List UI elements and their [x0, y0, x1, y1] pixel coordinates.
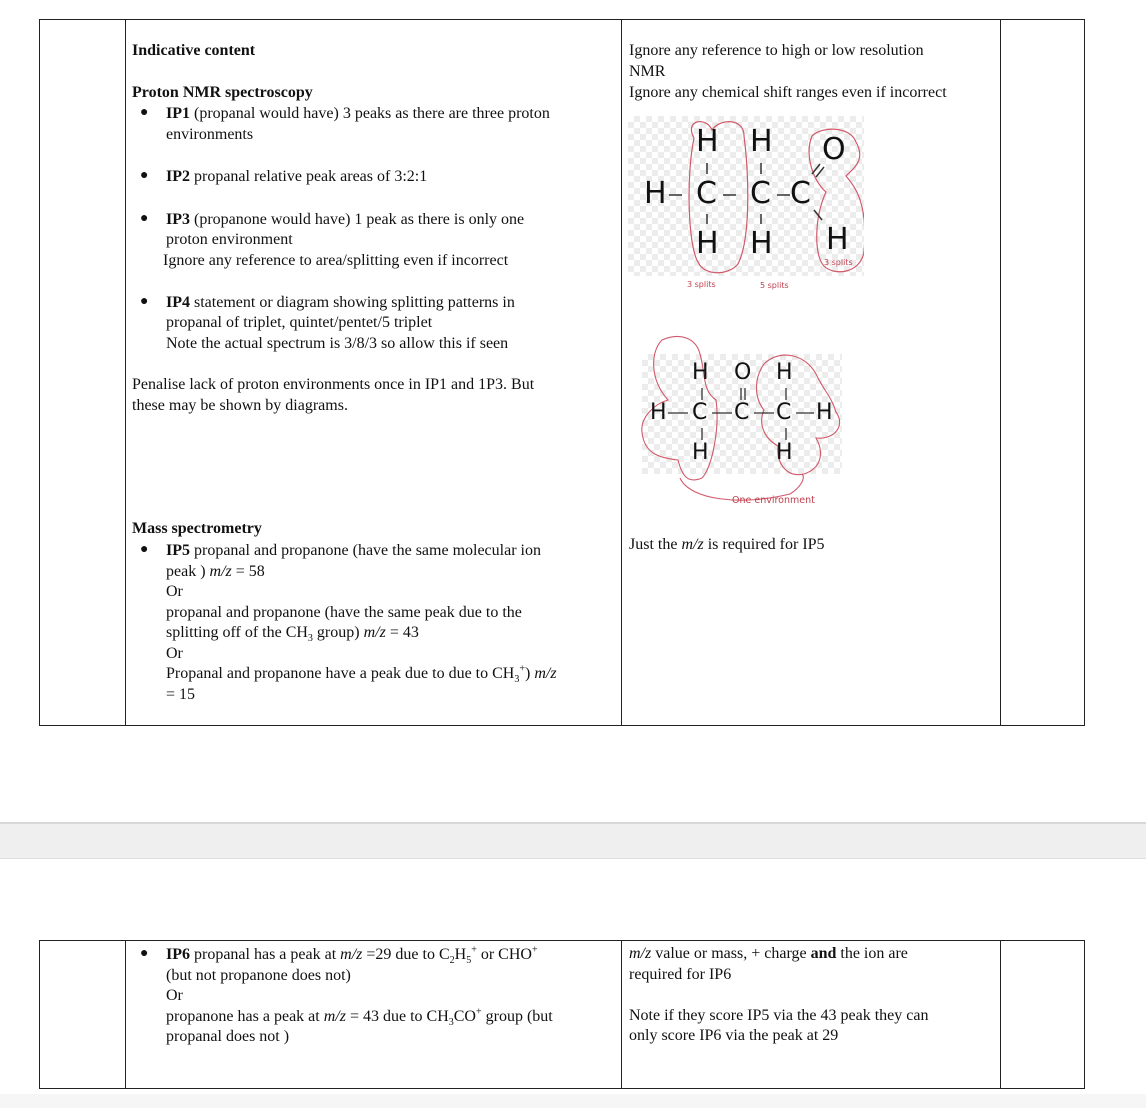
atom-c: C	[696, 176, 717, 211]
bullet-icon: ●	[140, 946, 149, 961]
splits-label-middle: 5 splits	[760, 281, 789, 290]
page-bottom-band	[0, 1094, 1146, 1108]
bullet-icon: ●	[140, 105, 149, 120]
or-text: Or	[166, 583, 183, 600]
splits-label-right: 3 splits	[824, 258, 853, 267]
ip5-alt1-line-1: propanal and propanone (have the same peak due to the	[166, 604, 522, 621]
column-divider	[621, 20, 622, 725]
guidance-line-2: NMR	[629, 63, 666, 80]
penalise-line-1: Penalise lack of proton environments once in IP1 and 1P3. But	[132, 376, 535, 393]
column-divider	[1000, 941, 1001, 1088]
splits-label-left: 3 splits	[687, 280, 716, 289]
ip5-alt2-line-2: = 15	[166, 686, 196, 703]
page-separator	[0, 822, 1146, 859]
or-text: Or	[166, 987, 183, 1004]
ip6-alt-line-1: propanone has a peak at m/z = 43 due to $CH_3CO^+$ group (but	[166, 1006, 553, 1029]
ip6-note-line-2: only score IP6 via the peak at 29	[629, 1027, 839, 1044]
nmr-heading: Proton NMR spectroscopy	[132, 84, 313, 101]
column-divider	[621, 941, 622, 1088]
column-divider	[125, 941, 126, 1088]
bullet-icon: ●	[140, 168, 149, 183]
one-environment-label: One environment	[732, 495, 815, 506]
ip5-alt2-line-1: Propanal and propanone have a peak due to due to $CH_3^+$) m/z	[166, 663, 557, 686]
ip5-line-1: IP5 propanal and propanone (have the same molecular ion	[166, 542, 541, 559]
atom-c: C	[692, 400, 708, 425]
ip1-line-1: IP1 (propanal would have) 3 peaks as there are three proton	[166, 105, 550, 122]
atom-h: H	[776, 360, 793, 385]
atom-c: C	[750, 176, 771, 211]
ip3-line-1: IP3 (propanone would have) 1 peak as there is only one	[166, 211, 525, 228]
atom-h: H	[692, 440, 709, 465]
ip6-guidance-line-2: required for IP6	[629, 966, 732, 983]
ip4-line-3: Note the actual spectrum is 3/8/3 so allow this if seen	[166, 335, 509, 352]
bullet-icon: ●	[140, 542, 149, 557]
indicative-content-heading: Indicative content	[132, 42, 256, 59]
column-divider	[125, 20, 126, 725]
ip6-line-1: IP6 propanal has a peak at m/z =29 due to $C_2H_5^+$ or CHO+	[166, 944, 538, 967]
penalise-line-2: these may be shown by diagrams.	[132, 397, 348, 414]
atom-h: H	[750, 226, 773, 261]
ip3-line-3: Ignore any reference to area/splitting even if incorrect	[163, 252, 509, 269]
column-divider	[1000, 20, 1001, 725]
ip4-line-2: propanal of triplet, quintet/pentet/5 triplet	[166, 314, 433, 331]
atom-h: H	[692, 360, 709, 385]
atom-h: H	[750, 124, 773, 159]
mass-guidance: Just the m/z is required for IP5	[629, 536, 825, 553]
ip6-guidance-line-1: m/z value or mass, + charge and the ion are	[629, 945, 908, 962]
atom-h: H	[776, 440, 793, 465]
atom-h: H	[644, 176, 667, 211]
ip3-line-2: proton environment	[166, 231, 293, 248]
atom-h: H	[696, 124, 719, 159]
propanal-structure-diagram	[628, 116, 864, 276]
ip5-alt1-line-2: splitting off of the $CH_3$ group) m/z = 43	[166, 624, 419, 645]
atom-c: C	[734, 400, 750, 425]
atom-o: O	[734, 360, 752, 385]
ip1-line-2: environments	[166, 126, 254, 143]
bullet-icon: ●	[140, 211, 149, 226]
mass-spectrometry-heading: Mass spectrometry	[132, 520, 262, 537]
ip5-line-2: peak ) m/z = 58	[166, 563, 265, 580]
atom-h: H	[650, 400, 667, 425]
ip2-line-1: IP2 propanal relative peak areas of 3:2:1	[166, 168, 428, 185]
atom-h: H	[696, 226, 719, 261]
atom-c: C	[776, 400, 792, 425]
guidance-line-1: Ignore any reference to high or low resolution	[629, 42, 924, 59]
guidance-line-3: Ignore any chemical shift ranges even if incorrect	[629, 84, 947, 101]
ip6-line-2: (but not propanone does not)	[166, 967, 351, 984]
atom-c: C	[790, 176, 811, 211]
ip6-alt-line-2: propanal does not )	[166, 1028, 290, 1045]
atom-o: O	[822, 132, 846, 167]
ip4-line-1: IP4 statement or diagram showing splitting patterns in	[166, 294, 515, 311]
propanone-structure-diagram	[640, 328, 850, 508]
ip6-note-line-1: Note if they score IP5 via the 43 peak they can	[629, 1007, 929, 1024]
or-text: Or	[166, 645, 183, 662]
atom-h: H	[816, 400, 833, 425]
bullet-icon: ●	[140, 294, 149, 309]
atom-h: H	[826, 222, 849, 257]
